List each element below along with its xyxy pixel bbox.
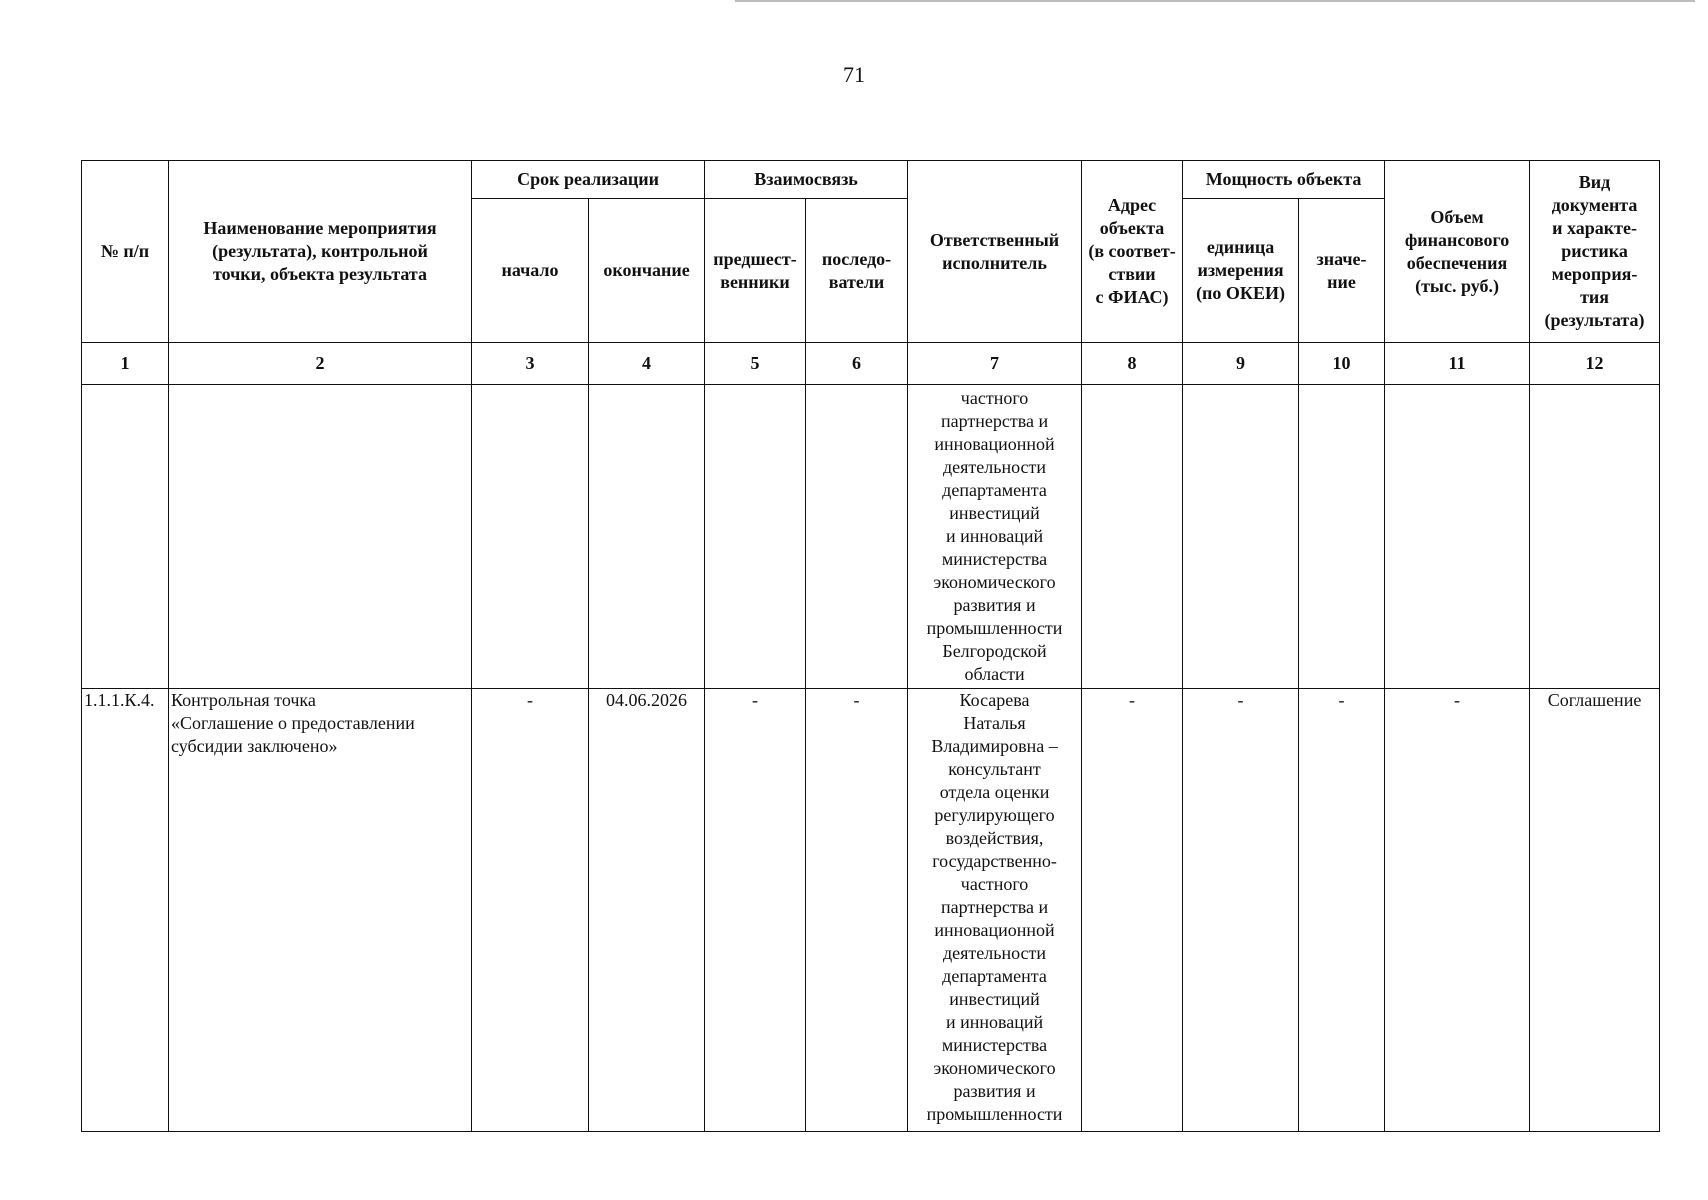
column-number: 2	[169, 343, 472, 385]
header-executor: Ответственный исполнитель	[908, 161, 1082, 343]
top-rule	[735, 0, 1695, 2]
page-number: 71	[843, 62, 865, 87]
header-end: окончание	[589, 199, 705, 343]
cell-number: 1.1.1.К.4.	[82, 689, 169, 1132]
header-value: значе- ние	[1299, 199, 1385, 343]
column-number: 7	[908, 343, 1082, 385]
cell-executor: Косарева Наталья Владимировна – консультант отдела оценки регулирующего воздействия, государственно- частного партнерства и инновационной деятельности департамента инвестиций и инноваций министерства экономического развития и промышленности	[908, 689, 1082, 1132]
column-number: 8	[1082, 343, 1183, 385]
cell-start: -	[472, 689, 589, 1132]
column-number: 5	[705, 343, 806, 385]
header-doc-type: Вид документа и характе- ристика мероприя- тия (результата)	[1530, 161, 1660, 343]
header-finance: Объем финансового обеспечения (тыс. руб.)	[1385, 161, 1530, 343]
header-group-power: Мощность объекта	[1183, 161, 1385, 199]
cell-address	[1082, 385, 1183, 689]
cell-finance: -	[1385, 689, 1530, 1132]
column-numbers-row	[82, 343, 1660, 385]
header-group-term: Срок реализации	[472, 161, 705, 199]
header-number: № п/п	[82, 161, 169, 343]
cell-predecessors	[705, 385, 806, 689]
table-row	[82, 385, 1660, 689]
column-number: 6	[806, 343, 908, 385]
column-number: 3	[472, 343, 589, 385]
table-row	[82, 689, 1660, 1132]
implementation-plan-table	[81, 160, 1660, 1132]
column-number: 4	[589, 343, 705, 385]
cell-number	[82, 385, 169, 689]
cell-doc-type	[1530, 385, 1660, 689]
cell-address: -	[1082, 689, 1183, 1132]
column-number: 12	[1530, 343, 1660, 385]
cell-successors	[806, 385, 908, 689]
cell-doc-type: Соглашение	[1530, 689, 1660, 1132]
cell-value: -	[1299, 689, 1385, 1132]
header-unit: единица измерения (по ОКЕИ)	[1183, 199, 1299, 343]
cell-unit	[1183, 385, 1299, 689]
header-group-link: Взаимосвязь	[705, 161, 908, 199]
cell-executor: частного партнерства и инновационной деятельности департамента инвестиций и инноваций министерства экономического развития и промышленности Белгородской области	[908, 385, 1082, 689]
cell-value	[1299, 385, 1385, 689]
column-number: 11	[1385, 343, 1530, 385]
header-start: начало	[472, 199, 589, 343]
column-number: 1	[82, 343, 169, 385]
cell-finance	[1385, 385, 1530, 689]
cell-name	[169, 385, 472, 689]
column-number: 9	[1183, 343, 1299, 385]
header-address: Адрес объекта (в соответ- ствии с ФИАС)	[1082, 161, 1183, 343]
header-predecessors: предшест- венники	[705, 199, 806, 343]
cell-predecessors: -	[705, 689, 806, 1132]
cell-start	[472, 385, 589, 689]
header-successors: последо- ватели	[806, 199, 908, 343]
cell-end	[589, 385, 705, 689]
cell-successors: -	[806, 689, 908, 1132]
header-name: Наименование мероприятия (результата), контрольной точки, объекта результата	[169, 161, 472, 343]
cell-name: Контрольная точка «Соглашение о предоставлении субсидии заключено»	[169, 689, 472, 1132]
cell-end: 04.06.2026	[589, 689, 705, 1132]
column-number: 10	[1299, 343, 1385, 385]
cell-unit: -	[1183, 689, 1299, 1132]
